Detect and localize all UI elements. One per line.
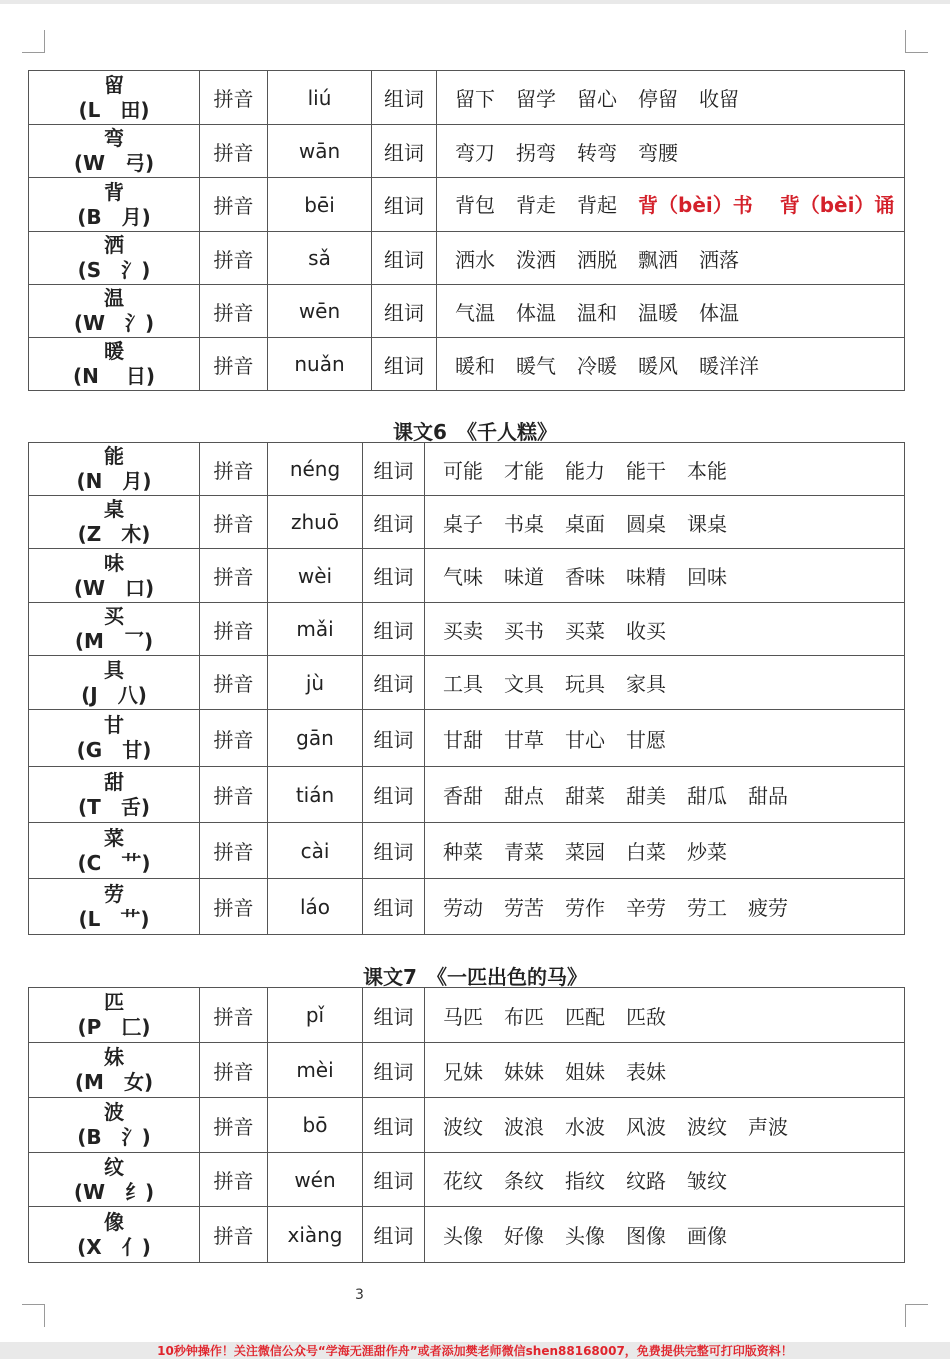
character-cell (29, 232, 200, 285)
zuci-label: 组词 (372, 285, 437, 338)
word: 指纹 (565, 1169, 605, 1193)
character-cell (29, 656, 200, 710)
character: 匹 (104, 990, 124, 1014)
pinyin-label: 拼音 (200, 549, 268, 603)
character-cell (29, 285, 200, 338)
radical-hint: (Z 木) (77, 522, 151, 546)
vocab-row (29, 549, 905, 603)
zuci-label: 组词 (363, 767, 425, 823)
word: 背包 (455, 192, 495, 217)
word: 劳作 (565, 896, 605, 920)
radical-hint: (G 甘) (76, 738, 152, 762)
radical-hint: (B 月) (77, 204, 151, 229)
word: 兄妹 (443, 1059, 483, 1084)
word: 圆桌 (626, 511, 666, 536)
zuci-label: 组词 (363, 823, 425, 879)
radical-hint: (P 匚) (77, 1015, 151, 1039)
zuci-label: 组词 (363, 549, 425, 603)
word: 本能 (687, 458, 727, 483)
word: 表妹 (626, 1059, 666, 1084)
word: 劳苦 (504, 896, 544, 920)
radical-hint: (W 弓) (73, 151, 155, 175)
character: 劳 (104, 881, 124, 906)
word: 白菜 (626, 840, 666, 864)
word: 买卖 (443, 618, 483, 643)
character: 纹 (104, 1154, 124, 1179)
word: 姐妹 (565, 1059, 605, 1084)
word: 香甜 (443, 784, 483, 808)
word-list (425, 767, 905, 823)
word-list (425, 603, 905, 656)
word: 波纹 (443, 1114, 483, 1139)
word-list (425, 1098, 905, 1153)
radical-hint: (L 田) (78, 97, 150, 122)
word-list (437, 125, 905, 178)
word-list (437, 232, 905, 285)
section-title-lesson-7: 课文7 《一匹出色的马》 (363, 965, 587, 989)
word-list (425, 879, 905, 935)
word: 图像 (626, 1224, 666, 1248)
vocab-row (29, 285, 905, 338)
zuci-label: 组词 (363, 1153, 425, 1207)
character-cell (29, 879, 200, 935)
word-list (437, 178, 905, 232)
word: 暖气 (516, 353, 556, 378)
word: 洒水 (455, 247, 495, 272)
crop-mark-top-right (905, 30, 928, 53)
character-cell (29, 988, 200, 1043)
radical-hint: (W 氵) (73, 311, 155, 335)
vocab-row (29, 1043, 905, 1098)
radical-hint: (W 口) (73, 575, 155, 600)
vocab-row (29, 1207, 905, 1263)
word: 甜瓜 (687, 784, 727, 808)
word: 能干 (626, 458, 666, 483)
word-list (425, 496, 905, 549)
word: 书桌 (504, 511, 544, 536)
character-cell (29, 125, 200, 178)
word: 洒落 (699, 247, 739, 272)
word: 回味 (687, 565, 727, 589)
document-page (0, 4, 950, 1342)
character: 波 (104, 1100, 124, 1124)
radical-hint: (X 亻) (77, 1234, 151, 1259)
word-list (425, 1153, 905, 1207)
word: 甜菜 (565, 784, 605, 808)
character: 像 (104, 1209, 124, 1234)
radical-hint: (C 艹) (77, 850, 151, 875)
vocab-table-3 (28, 987, 905, 1263)
vocab-table-2 (28, 442, 905, 935)
zuci-label: 组词 (363, 1098, 425, 1153)
pinyin-value: wān (268, 125, 372, 178)
pinyin-label: 拼音 (200, 879, 268, 935)
word-list (437, 338, 905, 391)
crop-mark-bottom-right (905, 1304, 928, 1327)
pinyin-value: sǎ (268, 232, 372, 285)
pinyin-label: 拼音 (200, 823, 268, 879)
word: 买书 (504, 618, 544, 643)
character-cell (29, 767, 200, 823)
pinyin-value: wēn (268, 285, 372, 338)
word: 甘草 (504, 727, 544, 752)
character-cell (29, 1153, 200, 1207)
word: 菜园 (565, 840, 605, 864)
word-list (425, 1207, 905, 1263)
word: 青菜 (504, 840, 544, 864)
vocab-table-1 (28, 70, 905, 391)
pinyin-label: 拼音 (200, 496, 268, 549)
pinyin-value: tián (268, 767, 363, 823)
radical-hint: (B 氵) (77, 1125, 151, 1149)
vocab-row (29, 232, 905, 285)
character-cell (29, 1043, 200, 1098)
word-list (437, 71, 905, 125)
pinyin-label: 拼音 (200, 1043, 268, 1098)
word: 留学 (516, 87, 556, 111)
word: 波纹 (687, 1114, 727, 1139)
zuci-label: 组词 (363, 603, 425, 656)
character: 具 (104, 657, 124, 682)
pinyin-value: zhuō (268, 496, 363, 549)
zuci-label: 组词 (372, 71, 437, 125)
word: 收买 (626, 618, 666, 643)
word: 弯刀 (455, 140, 495, 165)
word: 画像 (687, 1224, 727, 1248)
zuci-label: 组词 (363, 443, 425, 496)
word: 体温 (516, 300, 556, 325)
zuci-label: 组词 (363, 1207, 425, 1263)
character-cell (29, 178, 200, 232)
word: 体温 (699, 300, 739, 325)
pinyin-value: mǎi (268, 603, 363, 656)
character-cell (29, 710, 200, 767)
vocab-row (29, 338, 905, 391)
word-list (425, 710, 905, 767)
vocab-row (29, 656, 905, 710)
character-cell (29, 496, 200, 549)
pinyin-label: 拼音 (200, 1207, 268, 1263)
radical-hint: (L 艹) (78, 906, 150, 931)
word: 马匹 (443, 1004, 483, 1029)
pinyin-label: 拼音 (200, 767, 268, 823)
zuci-label: 组词 (363, 496, 425, 549)
word: 桌面 (565, 511, 605, 536)
word: 暖洋洋 (699, 353, 759, 378)
word: 玩具 (565, 672, 605, 696)
pinyin-value: pǐ (268, 988, 363, 1043)
pinyin-value: cài (268, 823, 363, 879)
section-title-lesson-6: 课文6 《千人糕》 (393, 420, 557, 444)
pinyin-label: 拼音 (200, 125, 268, 178)
word: 花纹 (443, 1169, 483, 1193)
character: 甜 (104, 769, 124, 794)
word: 声波 (748, 1114, 788, 1139)
vocab-row (29, 988, 905, 1043)
word: 好像 (504, 1224, 544, 1248)
word: 头像 (565, 1224, 605, 1248)
word: 转弯 (577, 140, 617, 165)
zuci-label: 组词 (363, 879, 425, 935)
word: 拐弯 (516, 140, 556, 165)
word: 匹配 (565, 1004, 605, 1029)
pinyin-label: 拼音 (200, 338, 268, 391)
word: 甘心 (565, 727, 605, 752)
word: 劳工 (687, 896, 727, 920)
word: 文具 (504, 672, 544, 696)
pinyin-value: jù (268, 656, 363, 710)
word-list (425, 1043, 905, 1098)
word: 炒菜 (687, 840, 727, 864)
vocab-row (29, 1153, 905, 1207)
pinyin-value: mèi (268, 1043, 363, 1098)
word: 洒脱 (577, 247, 617, 272)
zuci-label: 组词 (372, 232, 437, 285)
pinyin-label: 拼音 (200, 443, 268, 496)
word: 泼洒 (516, 247, 556, 272)
character-cell (29, 1098, 200, 1153)
radical-hint: (J 八) (81, 682, 147, 707)
character: 暖 (104, 339, 124, 363)
word: 甜品 (748, 784, 788, 808)
character: 桌 (104, 497, 124, 521)
word: 家具 (626, 672, 666, 696)
word: 工具 (443, 672, 483, 696)
word: 弯腰 (638, 140, 678, 165)
vocab-row (29, 710, 905, 767)
word: 买菜 (565, 618, 605, 643)
pinyin-label: 拼音 (200, 285, 268, 338)
word: 甜美 (626, 784, 666, 808)
character: 能 (104, 444, 124, 468)
pinyin-value: nuǎn (268, 338, 372, 391)
character-cell (29, 823, 200, 879)
character: 菜 (104, 825, 124, 850)
pinyin-value: liú (268, 71, 372, 125)
pinyin-label: 拼音 (200, 1153, 268, 1207)
word: 皱纹 (687, 1169, 727, 1193)
pinyin-label: 拼音 (200, 1098, 268, 1153)
character: 味 (104, 550, 124, 575)
word: 桌子 (443, 511, 483, 536)
pinyin-label: 拼音 (200, 232, 268, 285)
word: 温暖 (638, 300, 678, 325)
word: 能力 (565, 458, 605, 483)
word: 冷暖 (577, 353, 617, 378)
vocab-row (29, 71, 905, 125)
word-list (425, 656, 905, 710)
vocab-row (29, 125, 905, 178)
word: 才能 (504, 458, 544, 483)
radical-hint: (W 纟) (73, 1179, 155, 1204)
footer-promo-text: 10秒钟操作！关注微信公众号“学海无涯甜作舟”或者添加樊老师微信shen88168007，免费提供完整可打印版资料！ (157, 1344, 793, 1358)
zuci-label: 组词 (372, 338, 437, 391)
word: 条纹 (504, 1169, 544, 1193)
word: 暖风 (638, 353, 678, 378)
radical-hint: (M 女) (74, 1070, 154, 1094)
word: 气味 (443, 565, 483, 589)
crop-mark-bottom-left (22, 1304, 45, 1327)
character: 买 (104, 604, 124, 628)
pinyin-value: bō (268, 1098, 363, 1153)
word: 停留 (638, 87, 678, 111)
zuci-label: 组词 (372, 125, 437, 178)
pinyin-value: bēi (268, 178, 372, 232)
character: 背 (104, 179, 124, 204)
pinyin-label: 拼音 (200, 71, 268, 125)
word: 匹敌 (626, 1004, 666, 1029)
radical-hint: (N 月) (76, 469, 152, 493)
zuci-label: 组词 (372, 178, 437, 232)
word: 纹路 (626, 1169, 666, 1193)
word: 种菜 (443, 840, 483, 864)
word: 头像 (443, 1224, 483, 1248)
pinyin-value: néng (268, 443, 363, 496)
word: 疲劳 (748, 896, 788, 920)
word-list (425, 549, 905, 603)
zuci-label: 组词 (363, 988, 425, 1043)
word: 暖和 (455, 353, 495, 378)
pinyin-value: wèi (268, 549, 363, 603)
word: 温和 (577, 300, 617, 325)
zuci-label: 组词 (363, 656, 425, 710)
word: 水波 (565, 1114, 605, 1139)
pinyin-label: 拼音 (200, 603, 268, 656)
radical-hint: (S 氵) (77, 258, 151, 282)
pinyin-label: 拼音 (200, 988, 268, 1043)
character: 温 (104, 286, 124, 310)
pinyin-value: wén (268, 1153, 363, 1207)
word-list (425, 443, 905, 496)
word: 气温 (455, 300, 495, 325)
pinyin-value: xiàng (268, 1207, 363, 1263)
character: 甘 (104, 713, 124, 737)
word: 背走 (516, 192, 556, 217)
pinyin-label: 拼音 (200, 178, 268, 232)
page-number: 3 (355, 1287, 364, 1303)
vocab-row (29, 1098, 905, 1153)
character-cell (29, 549, 200, 603)
vocab-row (29, 767, 905, 823)
word: 甜点 (504, 784, 544, 808)
character-cell (29, 1207, 200, 1263)
word-list (437, 285, 905, 338)
radical-hint: (T 舌) (78, 794, 150, 819)
vocab-row (29, 603, 905, 656)
character: 弯 (104, 126, 124, 150)
word: 背起 (577, 192, 617, 217)
vocab-row (29, 879, 905, 935)
word: 劳动 (443, 896, 483, 920)
word: 风波 (626, 1114, 666, 1139)
word: 波浪 (504, 1114, 544, 1139)
radical-hint: (N 日) (73, 364, 155, 388)
zuci-label: 组词 (363, 1043, 425, 1098)
character: 留 (104, 72, 124, 97)
word: 妹妹 (504, 1059, 544, 1084)
word: 味精 (626, 565, 666, 589)
word: 收留 (699, 87, 739, 111)
character-cell (29, 71, 200, 125)
zuci-label: 组词 (363, 710, 425, 767)
word: 可能 (443, 458, 483, 483)
word: 留心 (577, 87, 617, 111)
pinyin-label: 拼音 (200, 656, 268, 710)
word-list (425, 823, 905, 879)
vocab-row (29, 496, 905, 549)
character-cell (29, 443, 200, 496)
pinyin-value: láo (268, 879, 363, 935)
crop-mark-top-left (22, 30, 45, 53)
word: 甘甜 (443, 727, 483, 752)
highlighted-word: 背（bèi）书 背（bèi）诵 (638, 192, 895, 217)
character-cell (29, 603, 200, 656)
vocab-row (29, 823, 905, 879)
pinyin-value: gān (268, 710, 363, 767)
word: 布匹 (504, 1004, 544, 1029)
vocab-row (29, 443, 905, 496)
word: 香味 (565, 565, 605, 589)
pinyin-label: 拼音 (200, 710, 268, 767)
word: 甘愿 (626, 727, 666, 752)
word: 味道 (504, 565, 544, 589)
word: 课桌 (687, 511, 727, 536)
character: 妹 (104, 1045, 124, 1069)
word: 留下 (455, 87, 495, 111)
word: 飘洒 (638, 247, 678, 272)
character: 洒 (104, 233, 124, 257)
character-cell (29, 338, 200, 391)
vocab-row (29, 178, 905, 232)
word-list (425, 988, 905, 1043)
word: 辛劳 (626, 896, 666, 920)
radical-hint: (M 乛) (74, 629, 154, 653)
